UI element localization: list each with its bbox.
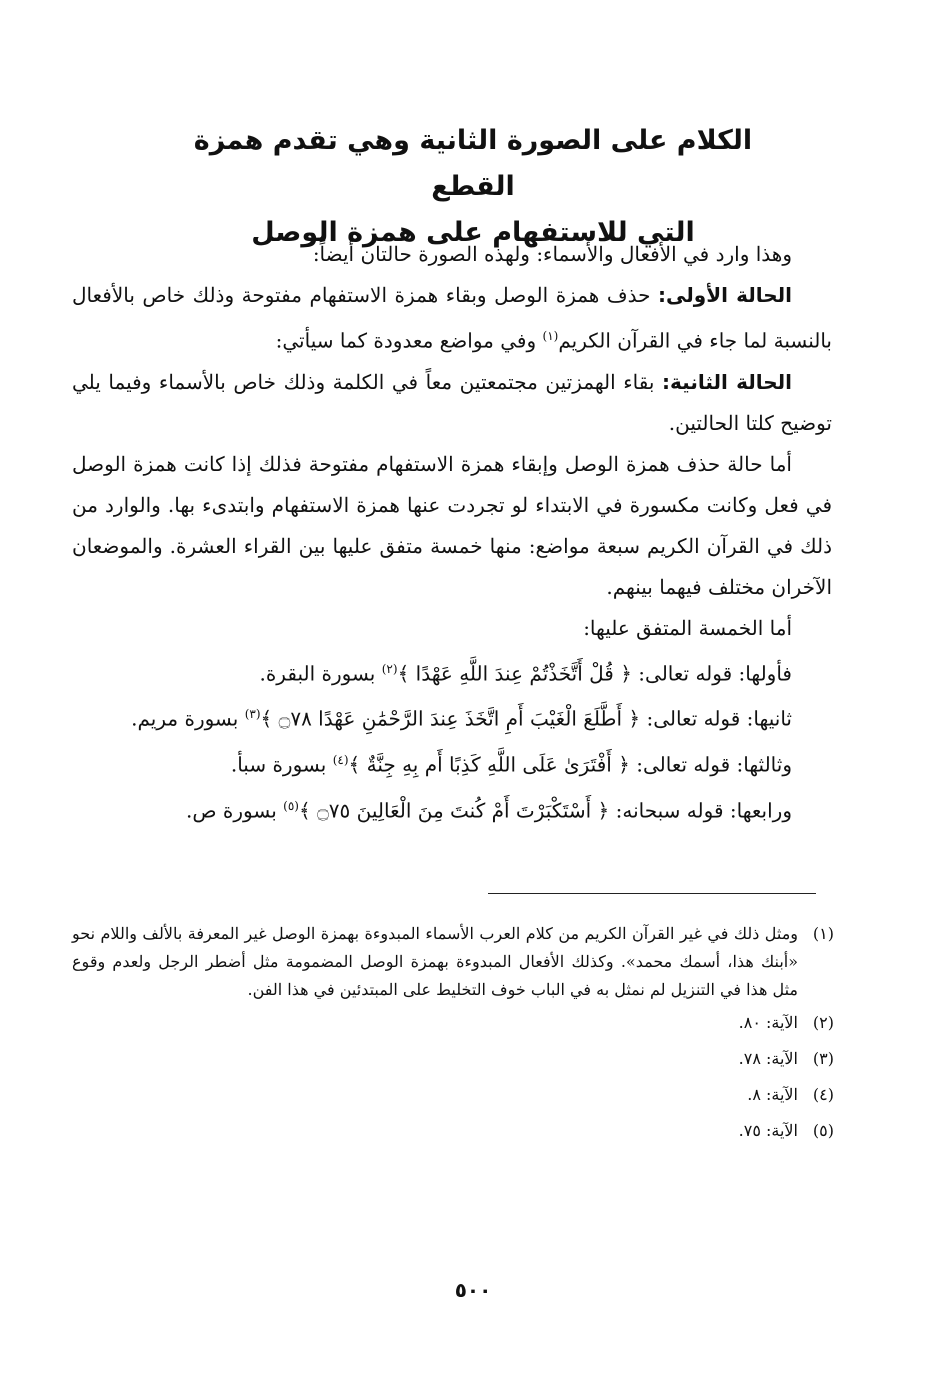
footnote-item: [72, 1114, 834, 1148]
verse-line-2: [72, 694, 832, 740]
footnote-item: [72, 1006, 834, 1040]
footnote-ref-4: (٤): [332, 752, 349, 767]
footnote-number: (٣): [812, 1049, 834, 1068]
footnote-text: الآية: ٨.: [747, 1085, 798, 1104]
footnotes: [72, 920, 834, 1148]
first-case-tail: وفي مواضع معدودة كما سيأتي:: [275, 328, 543, 353]
verse-surah: بسورة سبأ.: [230, 752, 333, 777]
first-case-text: حذف همزة الوصل وبقاء همزة الاستفهام مفتوحة وذلك خاص بالأفعال بالنسبة لما جاء في القرآن الكريم: [72, 283, 832, 353]
verse-line-3: [72, 740, 832, 786]
main-text: [72, 234, 832, 831]
page-number: ٥٠٠: [454, 1278, 492, 1302]
footnote-ref-2: (٢): [381, 661, 398, 676]
footnote-text: الآية: ٧٥.: [738, 1121, 798, 1140]
footnote-ref-5: (٥): [283, 798, 299, 813]
second-case-label: الحالة الثانية:: [662, 369, 792, 394]
verse-intro: فأولها: قوله تعالى:: [631, 661, 792, 686]
paragraph-intro: وهذا وارد في الأفعال والأسماء: ولهذه الصورة حالتان أيضاً:: [312, 242, 792, 266]
verse-line-4: [72, 786, 832, 832]
footnote-text: الآية: ٧٨.: [738, 1049, 798, 1068]
footnote-ref-1: (١): [542, 329, 559, 343]
quran-verse: ﴿ أَسْتَكْبَرْتَ أَمْ كُنتَ مِنَ الْعَالِينَ ۝٧٥ ﴾: [298, 798, 610, 823]
title-line-1: الكلام على الصورة الثانية وهي تقدم همزة القطع: [193, 125, 753, 202]
verse-intro: ورابعها: قوله سبحانه:: [609, 798, 792, 823]
verse-surah: بسورة ص.: [186, 798, 284, 823]
footnote-number: (٤): [812, 1085, 834, 1104]
footnote-number: (١): [812, 924, 834, 943]
paragraph-first-case: [72, 275, 832, 362]
quran-verse: ﴿ أَفْتَرَىٰ عَلَى اللَّهِ كَذِبًا أَم بِهِ جِنَّةٌ ﴾: [348, 752, 630, 777]
paragraph-second-case: [72, 362, 832, 444]
verse-intro: وثالثها: قوله تعالى:: [629, 752, 792, 777]
footnote-divider: [488, 893, 816, 894]
footnote-ref-3: (٣): [244, 707, 261, 722]
title-line-2: التي للاستفهام على همزة الوصل: [251, 217, 695, 248]
footnote-item: [72, 1042, 834, 1076]
verse-intro: ثانيها: قوله تعالى:: [640, 706, 792, 731]
footnote-text: ومثل ذلك في غير القرآن الكريم من كلام العرب الأسماء المبدوءة بهمزة الوصل غير المعرفة بالألف واللام نحو «أبنك هذا، أسمك محمد». وكذلك الأفعال المبدوءة بهمزة الوصل المضمومة مثل أضطر الرجل ولعدم وقوع مثل هذا في التنزيل لم نمثل به في الباب خوف التخليط على المبتدئين في هذا الفن.: [72, 924, 799, 999]
footnote-number: (٢): [812, 1013, 834, 1032]
paragraph-explanation: أما حالة حذف همزة الوصل وإبقاء همزة الاستفهام مفتوحة فذلك إذا كانت همزة الوصل في فعل وكانت مكسورة في الابتداء لو تجردت عنها همزة الاستفهام وابتدىء بها. والوارد من ذلك في القرآن الكريم سبعة مواضع: منها خمسة متفق عليها بين القراء العشرة. والموضعان الآخران مختلف فيهما بينهم.: [72, 451, 833, 599]
footnote-text: الآية: ٨٠.: [738, 1013, 798, 1032]
verse-surah: بسورة مريم.: [131, 706, 245, 731]
footnote-number: (٥): [812, 1121, 834, 1140]
second-case-text: بقاء الهمزتين مجتمعتين معاً في الكلمة وذلك خاص بالأسماء وفيما يلي توضيح كلتا الحالتين.: [72, 369, 832, 435]
quran-verse: ﴿ قُلْ أَتَّخَذْتُمْ عِندَ اللَّهِ عَهْدًا ﴾: [397, 661, 632, 686]
paragraph-agreed-five: أما الخمسة المتفق عليها:: [583, 615, 792, 640]
first-case-label: الحالة الأولى:: [658, 283, 793, 307]
quran-verse: ﴿ أَطَّلَعَ الْغَيْبَ أَمِ اتَّخَذَ عِندَ الرَّحْمَٰنِ عَهْدًا ۝٧٨ ﴾: [260, 706, 641, 731]
footnote-item: [72, 920, 834, 1004]
verse-line-1: [72, 649, 832, 695]
footnote-item: [72, 1078, 834, 1112]
verse-surah: بسورة البقرة.: [259, 661, 382, 686]
